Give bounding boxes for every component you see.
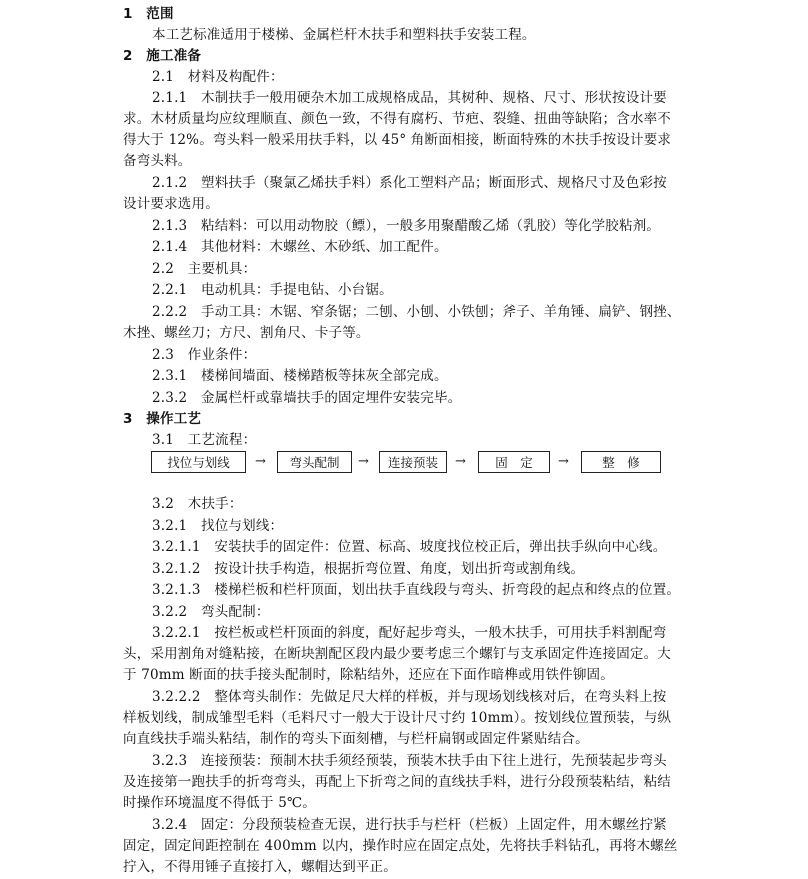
section-2-heading: 2 施工准备	[123, 48, 202, 64]
para-2-3-2: 2.3.2 金属栏杆或靠墙扶手的固定埋件安装完毕。	[152, 390, 462, 406]
flow-step-position-marking: 找位与划线	[151, 451, 246, 473]
flow-step-finishing: 整 修	[581, 451, 661, 473]
para-2-1-1-line3: 得大于 12%。弯头料一般采用扶手料，以 45° 角断面相接，断面特殊的木扶手按设计要求	[123, 132, 672, 148]
subsection-2-2: 2.2 主要机具：	[152, 261, 257, 277]
para-3-2-2-1-line3: 于 70mm 断面的扶手接头配制时，除粘结外，还应在下面作暗榫或用铁件铆固。	[123, 667, 614, 683]
para-3-2-1-1: 3.2.1.1 安装扶手的固定件：位置、标高、坡度找位校正后，弹出扶手纵向中心线。	[152, 539, 667, 555]
para-3-2-4-line2: 固定，固定间距控制在 400mm 以内，操作时应在固定点处，先将扶手料钻孔，再将木螺丝	[123, 838, 678, 854]
para-2-2-2-line2: 木挫、螺丝刀；方尺、割角尺、卡子等。	[123, 325, 370, 341]
subsection-3-2: 3.2 木扶手：	[152, 496, 243, 512]
process-flow-diagram	[151, 451, 661, 475]
para-2-2-2-line1: 2.2.2 手动工具：木锯、窄条锯；二刨、小刨、小铁刨；斧子、羊角锤、扁铲、钢挫、	[152, 304, 681, 320]
para-3-2-1: 3.2.1 找位与划线：	[152, 518, 284, 534]
para-3-2-2: 3.2.2 弯头配制：	[152, 604, 270, 620]
para-3-2-4-line1: 3.2.4 固定：分段预装检查无误，进行扶手与栏杆（栏板）上固定件，用木螺丝拧紧	[152, 817, 667, 833]
para-3-2-2-1-line1: 3.2.2.1 按栏板或栏杆顶面的斜度，配好起步弯头，一般木扶手，可用扶手料割配弯	[152, 625, 667, 641]
flow-arrow: →	[358, 454, 369, 469]
para-2-1-3: 2.1.3 粘结料：可以用动物胶（鳔），一般多用聚醋酸乙烯（乳胶）等化学胶粘剂。	[152, 218, 661, 234]
flow-arrow: →	[255, 454, 266, 469]
para-3-2-1-2: 3.2.1.2 按设计扶手构造，根据折弯位置、角度，划出折弯或割角线。	[152, 561, 585, 577]
para-3-2-3-line2: 及连接第一跑扶手的折弯弯头，再配上下折弯之间的直线扶手料，进行分段预装粘结，粘结	[123, 774, 671, 790]
section-3-heading: 3 操作工艺	[123, 411, 202, 427]
para-2-1-1-line1: 2.1.1 木制扶手一般用硬杂木加工成规格成品，其树种、规格、尺寸、形状按设计要	[152, 90, 667, 106]
para-3-2-3-line1: 3.2.3 连接预装：预制木扶手须经预装，预装木扶手由下往上进行，先预装起步弯头	[152, 753, 667, 769]
para-3-2-4-line3: 拧入，不得用锤子直接打入，螺帽达到平正。	[123, 859, 397, 875]
para-3-2-2-1-line2: 头，采用割角对缝粘接，在断块割配区段内最少要考虑三个螺钉与支承固定件连接固定。大	[123, 646, 671, 662]
para-2-1-4: 2.1.4 其他材料：木螺丝、木砂纸、加工配件。	[152, 239, 448, 255]
para-2-1-1-line2: 求。木材质量均应纹理顺直、颜色一致，不得有腐朽、节疤、裂缝、扭曲等缺陷；含水率不	[123, 111, 671, 127]
section-1-heading: 1 范围	[123, 6, 174, 22]
para-3-2-3-line3: 时操作环境温度不得低于 5℃。	[123, 795, 316, 811]
flow-arrow: →	[455, 454, 466, 469]
para-2-1-2-line2: 设计要求选用。	[123, 196, 219, 212]
para-3-2-2-2-line2: 样板划线，制成雏型毛料（毛料尺寸一般大于设计尺寸约 10mm）。按划线位置预装，与纵	[123, 710, 672, 726]
subsection-2-3: 2.3 作业条件：	[152, 347, 257, 363]
para-2-3-1: 2.3.1 楼梯间墙面、楼梯踏板等抹灰全部完成。	[152, 368, 448, 384]
para-2-1-2-line1: 2.1.2 塑料扶手（聚氯乙烯扶手料）系化工塑料产品；断面形式、规格尺寸及色彩按	[152, 175, 667, 191]
flow-step-fixing: 固 定	[478, 451, 550, 473]
subsection-3-1: 3.1 工艺流程：	[152, 432, 257, 448]
para-2-2-1: 2.2.1 电动机具：手提电钻、小台锯。	[152, 282, 393, 298]
section-1-body: 本工艺标准适用于楼梯、金属栏杆木扶手和塑料扶手安装工程。	[152, 27, 536, 43]
flow-step-elbow-fabrication: 弯头配制	[277, 451, 352, 473]
para-3-2-2-2-line3: 向直线扶手端头粘结，制作的弯头下面刻槽，与栏杆扁钢或固定件紧贴结合。	[123, 731, 589, 747]
para-3-2-1-3: 3.2.1.3 楼梯栏板和栏杆顶面，划出扶手直线段与弯头、折弯段的起点和终点的位置。	[152, 582, 681, 598]
flow-step-pre-assembly: 连接预装	[379, 451, 447, 473]
flow-arrow: →	[558, 454, 569, 469]
para-3-2-2-2-line1: 3.2.2.2 整体弯头制作：先做足尺大样的样板，并与现场划线核对后，在弯头料上按	[152, 689, 667, 705]
para-2-1-1-line4: 备弯头料。	[123, 153, 192, 169]
subsection-2-1: 2.1 材料及构配件：	[152, 69, 284, 85]
